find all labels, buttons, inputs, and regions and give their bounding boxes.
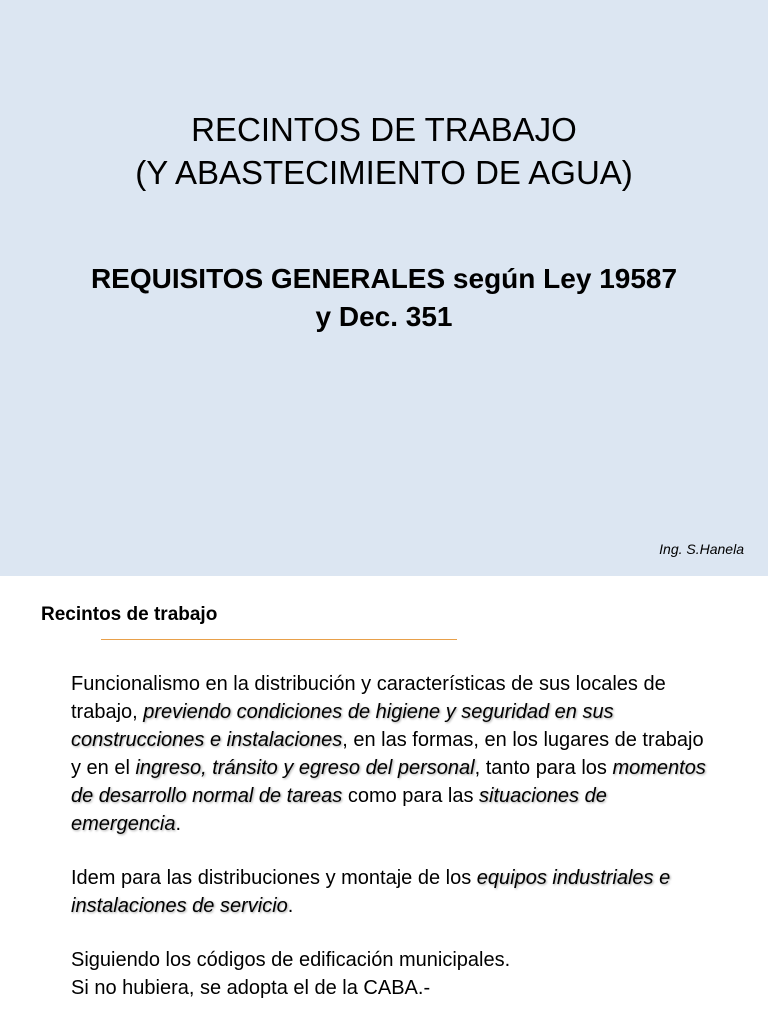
paragraph-2 xyxy=(71,864,711,920)
cover-title-line2: (Y ABASTECIMIENTO DE AGUA) xyxy=(135,154,633,191)
cover-subtitle xyxy=(0,260,768,336)
p1-text-3: , tanto para los xyxy=(474,757,613,779)
p2-text-1: Idem para las distribuciones y montaje de los xyxy=(71,867,477,889)
content-slide xyxy=(0,576,768,1024)
paragraph-1 xyxy=(71,670,711,838)
p1-text-1: Funcionalismo en la distribución y características de sus locales de trabajo, xyxy=(71,673,666,723)
p1-text-4: como para las xyxy=(342,785,479,807)
p2-text-2: . xyxy=(287,895,294,917)
body-text xyxy=(71,670,711,1028)
p3-line-1: Siguiendo los códigos de edificación municipales. xyxy=(71,949,511,971)
p1-text-5: . xyxy=(175,813,182,835)
cover-title-line1: RECINTOS DE TRABAJO xyxy=(191,111,577,148)
title-underline xyxy=(101,639,457,640)
p1-emphasis-3: momentos de desarrollo normal de tareas xyxy=(71,757,706,807)
paragraph-3 xyxy=(71,946,711,1002)
p2-emphasis-1: equipos industriales e instalaciones de servicio xyxy=(71,867,671,917)
p3-line-2: Si no hubiera, se adopta el de la CABA.- xyxy=(71,977,431,999)
cover-subtitle-line2: y Dec. 351 xyxy=(315,301,453,332)
section-title: Recintos de trabajo xyxy=(41,604,218,625)
p1-emphasis-4: situaciones de emergencia xyxy=(71,785,607,835)
p1-emphasis-2: ingreso, tránsito y egreso del personal xyxy=(135,757,475,779)
p1-text-2: , en las formas, en los lugares de trabajo y en el xyxy=(71,729,704,779)
p1-emphasis-1: previendo condiciones de higiene y seguridad en sus construcciones e instalaciones xyxy=(71,701,614,751)
cover-subtitle-line1: REQUISITOS GENERALES según Ley 19587 xyxy=(90,263,678,294)
author-credit: Ing. S.Hanela xyxy=(659,541,744,557)
cover-title xyxy=(0,108,768,194)
